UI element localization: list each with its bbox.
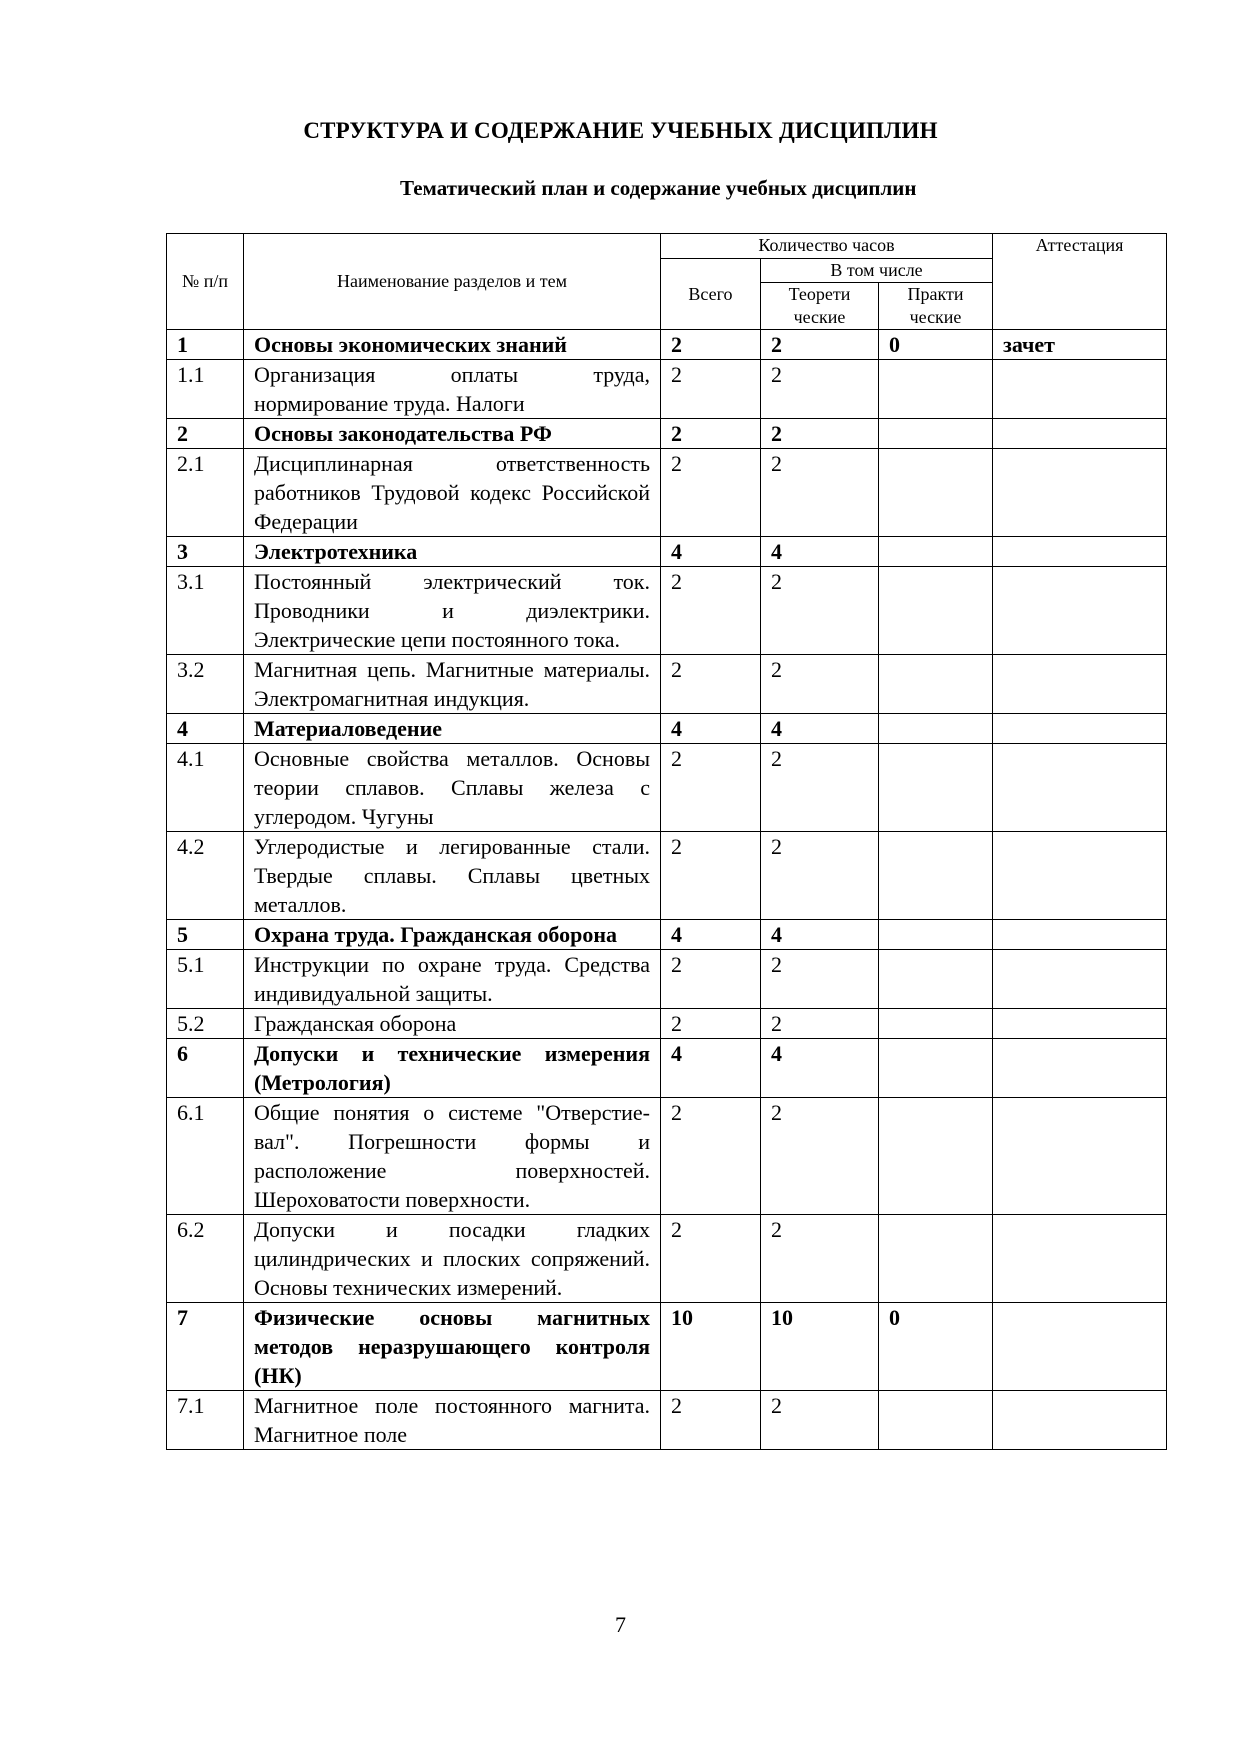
header-including: В том числе <box>761 259 993 283</box>
section-row <box>167 537 1167 567</box>
row-number: 2 <box>167 419 244 449</box>
row-name: Магнитное поле постоянного магнита. Магнитное поле <box>244 1391 661 1450</box>
row-attestation <box>993 1391 1167 1450</box>
row-practice-hours: 0 <box>879 1303 993 1391</box>
section-row <box>167 920 1167 950</box>
topic-row <box>167 360 1167 419</box>
row-total-hours: 2 <box>661 330 761 360</box>
row-total-hours: 2 <box>661 1098 761 1215</box>
row-total-hours: 2 <box>661 360 761 419</box>
row-attestation <box>993 714 1167 744</box>
row-attestation <box>993 419 1167 449</box>
row-total-hours: 4 <box>661 1039 761 1098</box>
header-attestation: Аттестация <box>993 234 1167 330</box>
row-number: 6.2 <box>167 1215 244 1303</box>
topic-row <box>167 1098 1167 1215</box>
row-name: Инструкции по охране труда. Средства индивидуальной защиты. <box>244 950 661 1009</box>
row-total-hours: 10 <box>661 1303 761 1391</box>
row-attestation <box>993 832 1167 920</box>
row-number: 3 <box>167 537 244 567</box>
row-name: Постоянный электрический ток. Проводники и диэлектрики. Электрические цепи постоянного тока. <box>244 567 661 655</box>
row-attestation <box>993 655 1167 714</box>
row-total-hours: 2 <box>661 449 761 537</box>
row-total-hours: 2 <box>661 567 761 655</box>
row-name: Дисциплинарная ответственность работников Трудовой кодекс Российской Федерации <box>244 449 661 537</box>
section-row <box>167 1039 1167 1098</box>
header-num: № п/п <box>167 234 244 330</box>
topic-row <box>167 832 1167 920</box>
row-attestation <box>993 1009 1167 1039</box>
row-theory-hours: 4 <box>761 920 879 950</box>
row-practice-hours <box>879 419 993 449</box>
row-name: Гражданская оборона <box>244 1009 661 1039</box>
row-number: 7 <box>167 1303 244 1391</box>
row-practice-hours <box>879 714 993 744</box>
row-theory-hours: 2 <box>761 832 879 920</box>
row-number: 5 <box>167 920 244 950</box>
row-number: 4.2 <box>167 832 244 920</box>
row-theory-hours: 2 <box>761 950 879 1009</box>
row-practice-hours <box>879 1009 993 1039</box>
row-name: Электротехника <box>244 537 661 567</box>
row-number: 2.1 <box>167 449 244 537</box>
row-total-hours: 4 <box>661 714 761 744</box>
row-attestation <box>993 1098 1167 1215</box>
row-attestation <box>993 360 1167 419</box>
row-name: Материаловедение <box>244 714 661 744</box>
row-name: Допуски и технические измерения (Метрология) <box>244 1039 661 1098</box>
section-row <box>167 714 1167 744</box>
topic-row <box>167 950 1167 1009</box>
row-name: Основы экономических знаний <box>244 330 661 360</box>
row-total-hours: 4 <box>661 537 761 567</box>
row-theory-hours: 4 <box>761 714 879 744</box>
row-name: Углеродистые и легированные стали. Твердые сплавы. Сплавы цветных металлов. <box>244 832 661 920</box>
row-theory-hours: 2 <box>761 744 879 832</box>
row-theory-hours: 4 <box>761 1039 879 1098</box>
row-total-hours: 4 <box>661 920 761 950</box>
row-practice-hours <box>879 567 993 655</box>
row-number: 5.2 <box>167 1009 244 1039</box>
section-row <box>167 419 1167 449</box>
row-practice-hours <box>879 950 993 1009</box>
row-total-hours: 2 <box>661 1215 761 1303</box>
row-practice-hours <box>879 1039 993 1098</box>
page-title: СТРУКТУРА И СОДЕРЖАНИЕ УЧЕБНЫХ ДИСЦИПЛИН <box>303 118 938 143</box>
section-row <box>167 330 1167 360</box>
row-theory-hours: 2 <box>761 449 879 537</box>
row-practice-hours <box>879 360 993 419</box>
row-name: Магнитная цепь. Магнитные материалы. Электромагнитная индукция. <box>244 655 661 714</box>
row-practice-hours <box>879 744 993 832</box>
header-practice: Практи ческие <box>879 283 993 330</box>
row-total-hours: 2 <box>661 832 761 920</box>
row-name: Физические основы магнитных методов неразрушающего контроля (НК) <box>244 1303 661 1391</box>
row-practice-hours <box>879 1215 993 1303</box>
syllabus-table <box>166 233 1167 1450</box>
row-theory-hours: 2 <box>761 655 879 714</box>
topic-row <box>167 1391 1167 1450</box>
row-practice-hours <box>879 537 993 567</box>
header-total: Всего <box>661 259 761 330</box>
row-attestation <box>993 1039 1167 1098</box>
row-attestation: зачет <box>993 330 1167 360</box>
row-attestation <box>993 1215 1167 1303</box>
row-theory-hours: 10 <box>761 1303 879 1391</box>
row-name: Основные свойства металлов. Основы теории сплавов. Сплавы железа с углеродом. Чугуны <box>244 744 661 832</box>
row-attestation <box>993 950 1167 1009</box>
row-practice-hours <box>879 920 993 950</box>
row-number: 7.1 <box>167 1391 244 1450</box>
header-hours: Количество часов <box>661 234 993 259</box>
row-total-hours: 2 <box>661 744 761 832</box>
row-total-hours: 2 <box>661 950 761 1009</box>
page-number: 7 <box>615 1612 626 1637</box>
row-practice-hours <box>879 655 993 714</box>
row-practice-hours: 0 <box>879 330 993 360</box>
topic-row <box>167 655 1167 714</box>
row-number: 6.1 <box>167 1098 244 1215</box>
row-name: Допуски и посадки гладких цилиндрических и плоских сопряжений. Основы технических измерений. <box>244 1215 661 1303</box>
row-practice-hours <box>879 1391 993 1450</box>
row-attestation <box>993 567 1167 655</box>
table-subtitle: Тематический план и содержание учебных дисциплин <box>400 176 917 200</box>
row-theory-hours: 2 <box>761 419 879 449</box>
row-theory-hours: 4 <box>761 537 879 567</box>
row-theory-hours: 2 <box>761 1391 879 1450</box>
header-theory: Теорети ческие <box>761 283 879 330</box>
row-name: Организация оплаты труда, нормирование труда. Налоги <box>244 360 661 419</box>
row-number: 5.1 <box>167 950 244 1009</box>
row-theory-hours: 2 <box>761 360 879 419</box>
row-number: 3.2 <box>167 655 244 714</box>
row-number: 1.1 <box>167 360 244 419</box>
row-name: Общие понятия о системе "Отверстие-вал". Погрешности формы и расположение поверхностей. Шероховатости поверхности. <box>244 1098 661 1215</box>
row-practice-hours <box>879 832 993 920</box>
row-number: 6 <box>167 1039 244 1098</box>
row-number: 4.1 <box>167 744 244 832</box>
row-theory-hours: 2 <box>761 567 879 655</box>
row-total-hours: 2 <box>661 1009 761 1039</box>
topic-row <box>167 449 1167 537</box>
row-practice-hours <box>879 1098 993 1215</box>
row-theory-hours: 2 <box>761 330 879 360</box>
row-attestation <box>993 449 1167 537</box>
topic-row <box>167 744 1167 832</box>
topic-row <box>167 1215 1167 1303</box>
header-name: Наименование разделов и тем <box>244 234 661 330</box>
row-theory-hours: 2 <box>761 1215 879 1303</box>
row-theory-hours: 2 <box>761 1098 879 1215</box>
row-number: 1 <box>167 330 244 360</box>
row-attestation <box>993 744 1167 832</box>
row-total-hours: 2 <box>661 655 761 714</box>
topic-row <box>167 567 1167 655</box>
row-number: 4 <box>167 714 244 744</box>
row-practice-hours <box>879 449 993 537</box>
row-total-hours: 2 <box>661 1391 761 1450</box>
row-total-hours: 2 <box>661 419 761 449</box>
row-name: Основы законодательства РФ <box>244 419 661 449</box>
row-attestation <box>993 537 1167 567</box>
row-attestation <box>993 920 1167 950</box>
row-number: 3.1 <box>167 567 244 655</box>
row-attestation <box>993 1303 1167 1391</box>
row-theory-hours: 2 <box>761 1009 879 1039</box>
row-name: Охрана труда. Гражданская оборона <box>244 920 661 950</box>
topic-row <box>167 1009 1167 1039</box>
section-row <box>167 1303 1167 1391</box>
